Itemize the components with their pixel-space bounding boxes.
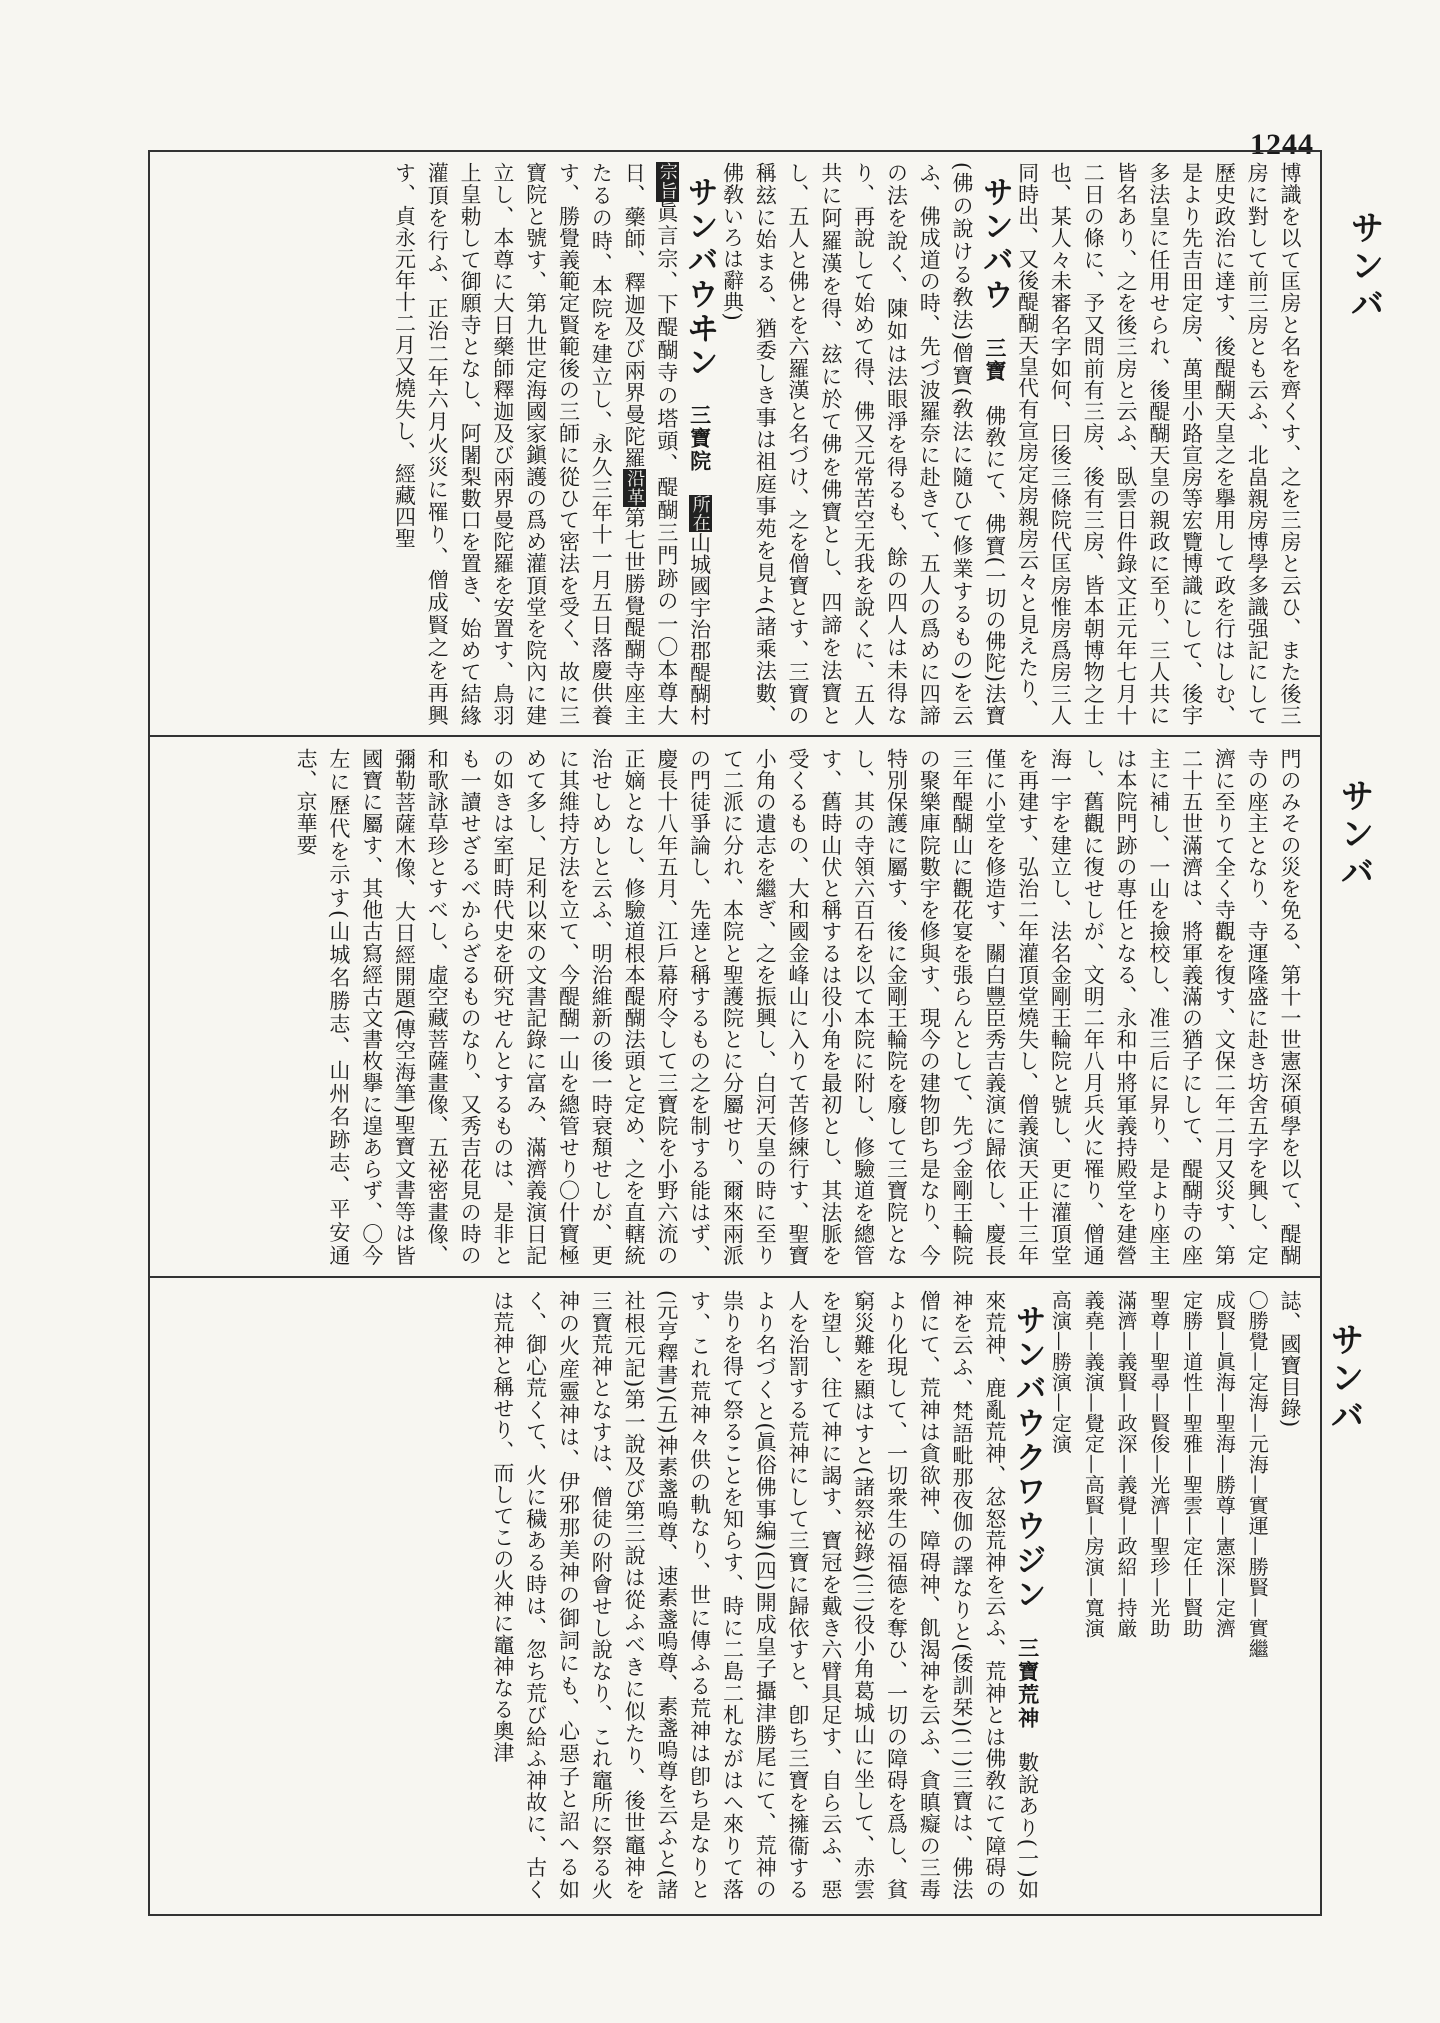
middle-section (162, 748, 1306, 1266)
entry-body: 第七世勝覺醍醐寺座主たるの時、本院を建立し、永久三年十一月五日落慶供養す、勝覺義範定賢範後の三師に從ひて密法を受く、故に三寶院と號す、第九世定海國家鎭護の爲め灌頂堂を院內に建立し、本尊に大日藥師釋迦及び兩界曼陀羅を安置す、鳥羽上皇勅して御願寺となし、阿闍梨數口を置き、始めて結緣灌頂を行ふ、正治二年六月火災に罹り、僧成賢之を再興す、貞永元年十二月又燒失し、經藏四聖 (392, 162, 647, 726)
entry-kanji: 三寶荒神 (1015, 1636, 1041, 1730)
lineage-row: 高演—勝演—定演 (1048, 1290, 1073, 1454)
page-number: 1244 (1250, 128, 1314, 161)
entry-body: 佛敎にて、佛寶(一切の佛陀)法寶(佛の說ける敎法)僧寶(敎法に隨ひて修業するもの)を云ふ、佛成道の時、先づ波羅奈に赴きて、五人の爲めに四諦の法を說く、陳如は法眼淨を得るも、餘の四人は未得なり、再說して始めて得、佛又元常苦空无我を說くに、五人共に阿羅漢を得、玆に於て佛を佛寶とし、四諦を法寶とし、五人と佛とを六羅漢と名づけ、之を僧寶とす、三寶の稱玆に始まる、猶委しき事は祖庭事苑を見よ(諸乘法數、佛敎いろは辭典) (720, 162, 1007, 726)
index-heading-top: サンバ (1344, 210, 1384, 324)
index-heading-middle: サンバ (1334, 778, 1374, 892)
lineage-chart (1044, 1290, 1274, 1900)
entry-heading: サンバウクワウジン (1009, 1304, 1046, 1613)
entry-sanbaukouzin (486, 1290, 1044, 1900)
label-badge: 宗旨 (656, 162, 678, 202)
lineage-row: 定勝—道性—聖雅—聖雲—定任—賢助 (1179, 1290, 1204, 1639)
label-badge: 所在 (689, 495, 711, 533)
entry-sanbauin (388, 162, 716, 726)
upper-section (162, 162, 1306, 726)
entry-heading: サンバウ (976, 176, 1013, 313)
citation: 誌、國寶目錄) (1278, 1290, 1302, 1428)
lineage-row: 〇勝覺—定海—元海—實運—勝賢—實繼 (1245, 1290, 1270, 1659)
label-badge: 沿革 (624, 469, 646, 508)
section-divider (148, 735, 1320, 737)
lower-section (162, 1290, 1306, 1900)
lineage-row: 成賢—眞海—聖海—勝尊—憲深—定濟 (1212, 1290, 1237, 1639)
lineage-row: 聖尊—聖尋—賢俊—光濟—聖珍—光助 (1146, 1290, 1171, 1639)
section-divider (148, 1276, 1320, 1278)
continued-paragraph: 門のみその災を免る、第十一世憲深碩學を以て、醍醐寺の座主となり、寺運隆盛に赴き坊舍五字を興し、定濟に至りて全く寺觀を復す、文保二年二月又災す、第二十五世滿濟は、將軍義滿の猶子にして、醍醐寺の座主に補し、一山を撿校し、准三后に昇り、是より座主は本院門跡の專任となる、永和中將軍義持殿堂を建營し、舊觀に復せしが、文明二年八月兵火に罹り、僧通海一宇を建立し、法名金剛王輪院と號し、更に灌頂堂を再建す、弘治二年灌頂堂燒失し、僧義演天正十三年僅に小堂を修造す、關白豐臣秀吉義演に歸依し、慶長三年醍醐山に觀花宴を張らんとして、先づ金剛王輪院の聚樂庫院數宇を修與す、現今の建物卽ち是なり、今特別保護に屬す、後に金剛王輪院を廢して三寶院となし、其の寺領六百石を以て本院に附し、修驗道を總管す、舊時山伏と稱するは役小角を最初とし、其法脈を受くるもの、大和國金峰山に入りて苦修練行す、聖寶小角の遺志を繼ぎ、之を振興し、白河天皇の時に至りて二派に分れ、本院と聖護院とに分屬せり、爾來兩派の門徒爭論し、先達と稱するもの之を制する能はず、慶長十八年五月、江戶幕府令して三寶院を小野六流の正嫡となし、修驗道根本醍醐法頭と定め、之を直轄統治せしめしと云ふ、明治維新の後一時衰頽せしが、更に其維持方法を立て、今醍醐一山を總管せり〇什寶極めて多し、足利以來の文書記錄に富み、滿濟義演日記の如きは室町時代史を研究せんとするものは、是非とも一讀せざるべからざるものなり、又秀吉花見の時の和歌詠草珍とすべし、虛空藏菩薩畫像、五祕密畫像、彌勒菩薩木像、大日經開題(傳空海筆)聖寶文書等は皆國寶に屬す、其他古寫經古文書枚擧に遑あらず、〇今左に歷代を示す(山城名勝志、山州名跡志、平安通志、京華要 (294, 748, 1302, 1266)
entry-kanji: 三寶 (982, 336, 1008, 384)
lineage-row: 滿濟—義賢—政深—義覺—政紹—持厳 (1114, 1290, 1139, 1639)
entry-body: 山城國宇治郡醍醐村 (687, 532, 712, 726)
entry-body: 眞言宗、下醍醐寺の塔頭、醍醐三門跡の一〇本尊大日、藥師、釋迦及び兩界曼陀羅 (622, 162, 679, 726)
entry-body: 數說あり(一)如來荒神、鹿亂荒神、忿怒荒神を云ふ、荒神とは佛敎にて障碍の神を云ふ、梵語毗那夜伽の譯なりと(倭訓栞)(二)三寶は、佛法僧にて、荒神は貪欲神、障碍神、飢渴神を云ふ、貪瞋癡の三毒より化現して、一切衆生の福德を奪ひ、一切の障碍を爲し、貧窮災難を顯はすと(諸祭祕錄)(三)役小角葛城山に坐して、赤雲を望し、往て神に謁す、寶冠を戴き六臂具足す、自ら云ふ、惡人を治罰する荒神にして三寶に歸依すと、卽ち三寶を擁衞するより名づくと(眞俗佛事編)(四)開成皇子攝津勝尾にて、荒神の祟りを得て祭ることを知らす、時に二島二札ながはへ來りて落す、これ荒神々供の軌なり、世に傳ふる荒神は卽ち是なりと(元亨釋書)(五)神素盞嗚尊、速素盞嗚尊、素盞嗚尊を云ふと(諸社根元記)第一說及び第三說は從ふべきに似たり、後世竈神を三寶荒神となすは、僧徒の附會せし說なり、これ竈所に祭る火神の火産靈神は、伊邪那美神の御詞にも、心惡子と詔へる如く、御心荒くて、火に穢ある時は、忽ち荒び給ふ神故に、古くは荒神と稱せり、而してこの火神に竈神なる奧津 (490, 1290, 1040, 1900)
entry-sanbau (716, 162, 1011, 726)
index-heading-bottom: サンバ (1324, 1322, 1364, 1436)
lineage-row: 義堯—義演—覺定—高賢—房演—寬演 (1081, 1290, 1106, 1639)
entry-kanji: 三寶院 (687, 404, 713, 474)
entry-heading: サンバウヰン (681, 176, 718, 381)
continued-paragraph: 博識を以て匡房と名を齊くす、之を三房と云ひ、また後三房に對して前三房とも云ふ、北畠親房博學多識强記にして歷史政治に達す、後醍醐天皇之を擧用して政を行はしむ、是より先吉田定房、萬里小路宣房等宏覽博識にして、後宇多法皇に任用せられ、後醍醐天皇の親政に至り、三人共に皆名あり、之を後三房と云ふ、臥雲日件錄文正元年七月十二日の條に、予又問前有三房、後有三房、皆本朝博物之士也、某人々未審名字如何、曰後三條院代匡房惟房爲房三人同時出、又後醍醐天皇代有宣房定房親房云々と見えたり、 (1015, 162, 1302, 726)
